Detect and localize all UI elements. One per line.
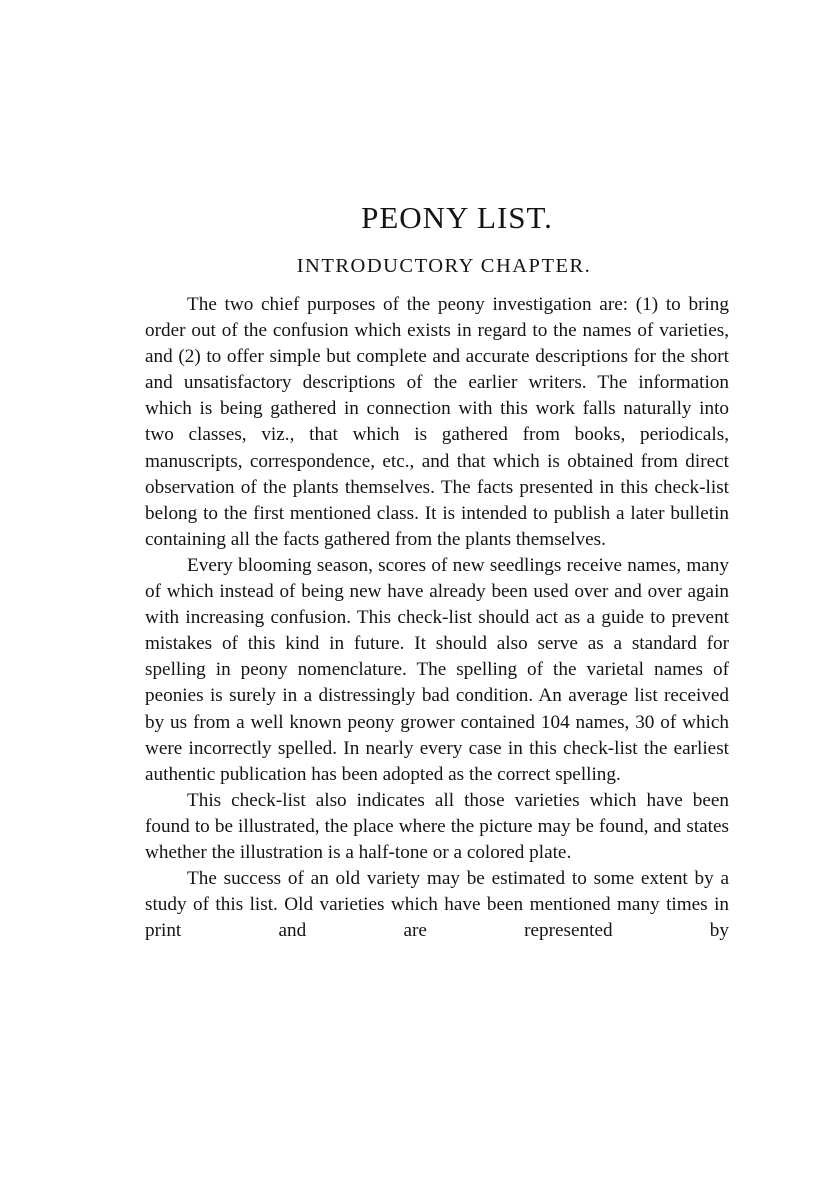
paragraph-old-varieties: The success of an old variety may be estimated to some extent by a study of this list. Old varieties which have been mentioned many times in print and are represented by	[145, 868, 729, 942]
paragraph-illustrations: This check-list also indicates all those varieties which have been found to be illustrated, the place where the picture may be found, and states whether the illustration is a half-tone or a colored plate.	[145, 789, 729, 863]
chapter-heading: INTRODUCTORY CHAPTER.	[296, 255, 592, 277]
paragraph-purposes: The two chief purposes of the peony investigation are: (1) to bring order out of the confusion which exists in regard to the names of varieties, and (2) to offer simple but complete and accurate descriptions for the short and unsatisfactory descriptions of the earlier writers. The information which is being gathered in connection with this work falls naturally into two classes, viz., that which is gathered from books, periodicals, manuscripts, correspondence, etc., and that which is obtained from direct observation of the plants themselves. The facts presented in this check-list belong to the first mentioned class. It is intended to publish a later bulletin containing all the facts gathered from the plants themselves.	[145, 294, 729, 550]
document-page	[145, 196, 729, 944]
page-title: PEONY LIST.	[361, 200, 553, 235]
paragraph-seedlings: Every blooming season, scores of new seedlings receive names, many of which instead of being new have already been used over and over again with increasing confusion. This check-list should act as a guide to prevent mistakes of this kind in future. It should also serve as a standard for spelling in peony nomenclature. The spelling of the varietal names of peonies is surely in a distressingly bad condition. An average list received by us from a well known peony grower contained 104 names, 30 of which were incorrectly spelled. In nearly every case in this check-list the earliest authentic publication has been adopted as the correct spelling.	[145, 554, 729, 785]
